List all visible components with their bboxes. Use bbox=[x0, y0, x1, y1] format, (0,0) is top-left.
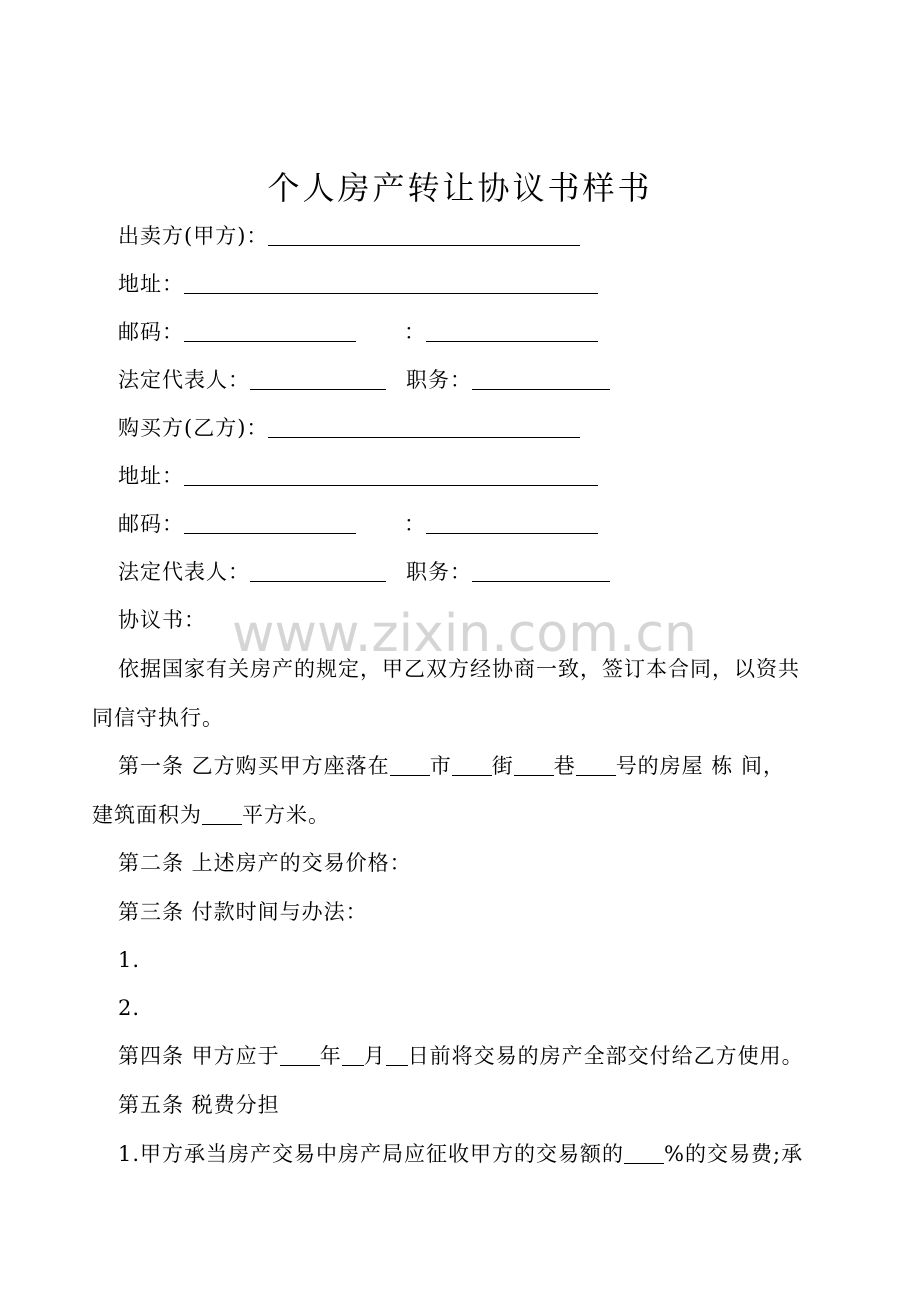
article-1-line-2 bbox=[92, 800, 330, 830]
buyer-address-blank bbox=[184, 465, 598, 486]
buyer-address-label: 地址： bbox=[118, 464, 184, 488]
seller-rep-blank bbox=[250, 369, 386, 390]
article-4-text-d: 日前将交易的房产全部交付给乙方使用。 bbox=[407, 1044, 804, 1068]
article-1-text-b: 市 bbox=[429, 754, 452, 778]
article-4-text-a: 第四条 甲方应于 bbox=[118, 1044, 280, 1068]
buyer-postcode-label: 邮码： bbox=[118, 512, 184, 536]
intro-line-2: 同信守执行。 bbox=[92, 706, 224, 730]
seller-position-blank bbox=[472, 369, 610, 390]
number-blank bbox=[576, 755, 616, 776]
article-5-item-1-text-a: 1.甲方承当房产交易中房产局应征收甲方的交易额的 bbox=[118, 1142, 625, 1166]
fee-percent-blank bbox=[624, 1143, 664, 1164]
seller-postcode-line bbox=[118, 317, 356, 347]
article-1-text-c: 街 bbox=[491, 754, 514, 778]
seller-party-line bbox=[118, 221, 580, 251]
seller-address-line bbox=[118, 269, 598, 299]
city-blank bbox=[390, 755, 430, 776]
article-3-item-2: 2. bbox=[118, 996, 141, 1020]
article-4 bbox=[118, 1041, 804, 1071]
buyer-party-line bbox=[118, 413, 580, 443]
buyer-position-blank bbox=[472, 561, 610, 582]
seller-party-label: 出卖方(甲方)： bbox=[118, 224, 269, 248]
buyer-rep-line bbox=[118, 557, 386, 587]
article-5-item-1-text-b: %的交易费;承 bbox=[664, 1142, 804, 1166]
seller-phone-line bbox=[404, 317, 598, 347]
buyer-party-label: 购买方(乙方)： bbox=[118, 416, 269, 440]
article-1-text-g: 平方米。 bbox=[242, 803, 330, 827]
buyer-phone-line bbox=[404, 509, 598, 539]
article-1-line-1 bbox=[118, 751, 785, 781]
seller-rep-line bbox=[118, 365, 386, 395]
watermark: www.zixin.com.cn bbox=[232, 604, 697, 664]
agreement-label: 协议书： bbox=[118, 608, 206, 632]
article-3: 第三条 付款时间与办法： bbox=[118, 900, 368, 924]
seller-phone-colon: ： bbox=[404, 320, 426, 344]
seller-position-line bbox=[406, 365, 610, 395]
document-title: 个人房产转让协议书样书 bbox=[267, 169, 653, 207]
article-2: 第二条 上述房产的交易价格： bbox=[118, 851, 412, 875]
buyer-position-label: 职务： bbox=[406, 560, 472, 584]
day-blank bbox=[386, 1045, 408, 1066]
street-blank bbox=[452, 755, 492, 776]
seller-address-label: 地址： bbox=[118, 272, 184, 296]
seller-address-blank bbox=[184, 273, 598, 294]
buyer-name-blank bbox=[268, 417, 580, 438]
article-5: 第五条 税费分担 bbox=[118, 1093, 280, 1117]
article-1-text-e: 号的房屋 栋 间， bbox=[615, 754, 786, 778]
buyer-rep-blank bbox=[250, 561, 386, 582]
article-5-item-1 bbox=[118, 1139, 803, 1169]
buyer-position-line bbox=[406, 557, 610, 587]
seller-position-label: 职务： bbox=[406, 368, 472, 392]
area-blank bbox=[202, 804, 242, 825]
article-1-text-d: 巷 bbox=[553, 754, 576, 778]
article-4-text-b: 年 bbox=[319, 1044, 342, 1068]
seller-postcode-blank bbox=[184, 321, 356, 342]
intro-line-1: 依据国家有关房产的规定，甲乙双方经协商一致，签订本合同，以资共 bbox=[118, 657, 800, 681]
buyer-address-line bbox=[118, 461, 598, 491]
article-3-item-1: 1. bbox=[118, 948, 141, 972]
month-blank bbox=[342, 1045, 364, 1066]
buyer-phone-blank bbox=[426, 513, 598, 534]
article-1-text-a: 第一条 乙方购买甲方座落在 bbox=[118, 754, 390, 778]
article-4-text-c: 月 bbox=[363, 1044, 386, 1068]
year-blank bbox=[280, 1045, 320, 1066]
seller-phone-blank bbox=[426, 321, 598, 342]
seller-name-blank bbox=[268, 225, 580, 246]
seller-postcode-label: 邮码： bbox=[118, 320, 184, 344]
buyer-postcode-blank bbox=[184, 513, 356, 534]
buyer-rep-label: 法定代表人： bbox=[118, 560, 250, 584]
lane-blank bbox=[514, 755, 554, 776]
seller-rep-label: 法定代表人： bbox=[118, 368, 250, 392]
article-1-text-f: 建筑面积为 bbox=[92, 803, 202, 827]
buyer-phone-colon: ： bbox=[404, 512, 426, 536]
buyer-postcode-line bbox=[118, 509, 356, 539]
